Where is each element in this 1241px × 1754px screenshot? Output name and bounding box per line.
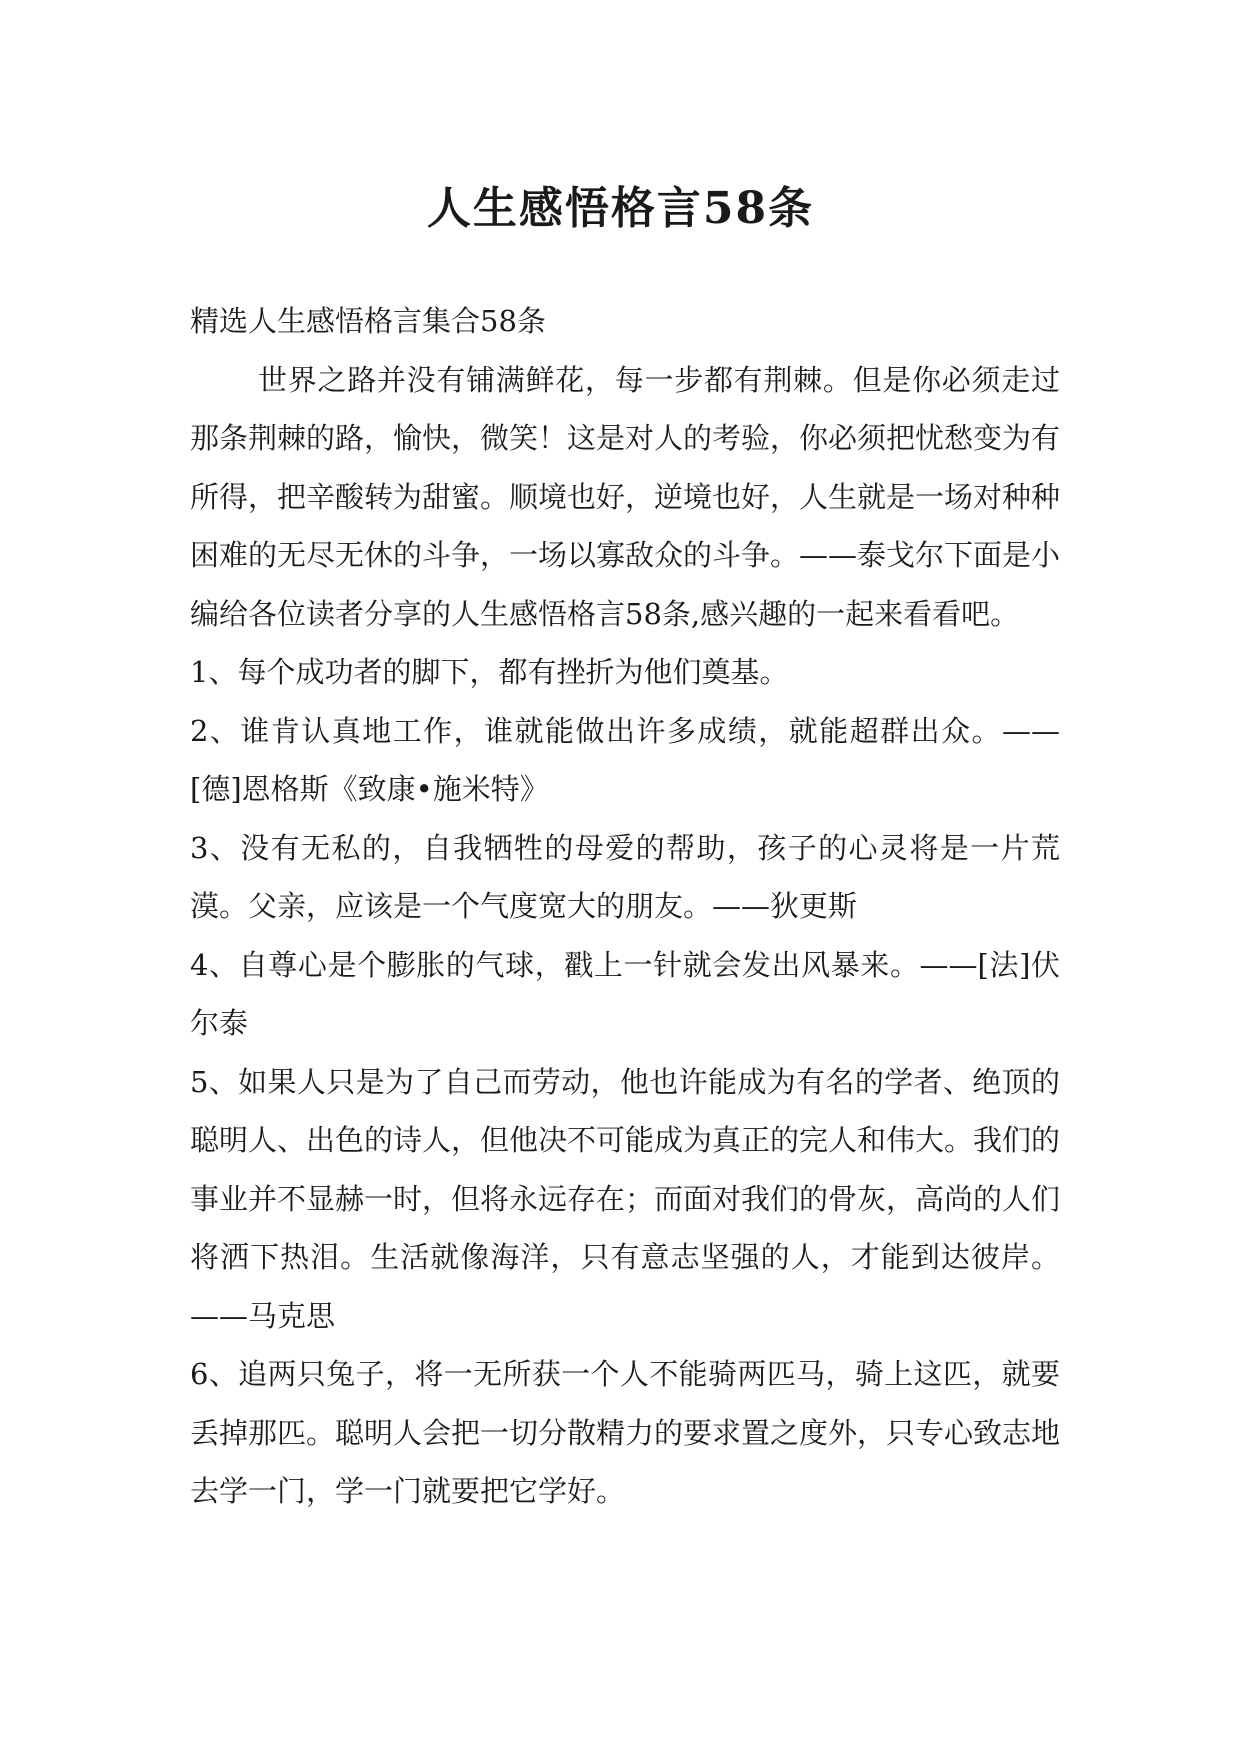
- quote-item-3: 3、没有无私的，自我牺牲的母爱的帮助，孩子的心灵将是一片荒漠。父亲，应该是一个气度宽大的朋友。——狄更斯: [190, 830, 1060, 923]
- intro-line: 精选人生感悟格言集合58条: [190, 304, 546, 338]
- document-body: [190, 292, 1060, 1521]
- quote-item-2: 2、谁肯认真地工作，谁就能做出许多成绩，就能超群出众。——[德]恩格斯《致康•施米特》: [190, 713, 1060, 806]
- intro-paragraph: 世界之路并没有铺满鲜花，每一步都有荆棘。但是你必须走过那条荆棘的路，愉快，微笑！这是对人的考验，你必须把忧愁变为有所得，把辛酸转为甜蜜。顺境也好，逆境也好，人生就是一场对种种困难的无尽无休的斗争，一场以寡敌众的斗争。——泰戈尔下面是小编给各位读者分享的人生感悟格言58条,感兴趣的一起来看看吧。: [190, 362, 1061, 631]
- quote-item-5: 5、如果人只是为了自己而劳动，他也许能成为有名的学者、绝顶的聪明人、出色的诗人，但他决不可能成为真正的完人和伟大。我们的事业并不显赫一时，但将永远存在；而面对我们的骨灰，高尚的人们将洒下热泪。生活就像海洋，只有意志坚强的人，才能到达彼岸。——马克思: [190, 1064, 1061, 1333]
- document-title: 人生感悟格言58条: [426, 183, 815, 235]
- quote-item-1: 1、每个成功者的脚下，都有挫折为他们奠基。: [190, 655, 789, 689]
- quote-item-6: 6、追两只兔子，将一无所获一个人不能骑两匹马，骑上这匹，就要丢掉那匹。聪明人会把一切分散精力的要求置之度外，只专心致志地去学一门，学一门就要把它学好。: [190, 1357, 1061, 1508]
- quote-item-4: 4、自尊心是个膨胀的气球，戳上一针就会发出风暴来。——[法]伏尔泰: [190, 947, 1060, 1040]
